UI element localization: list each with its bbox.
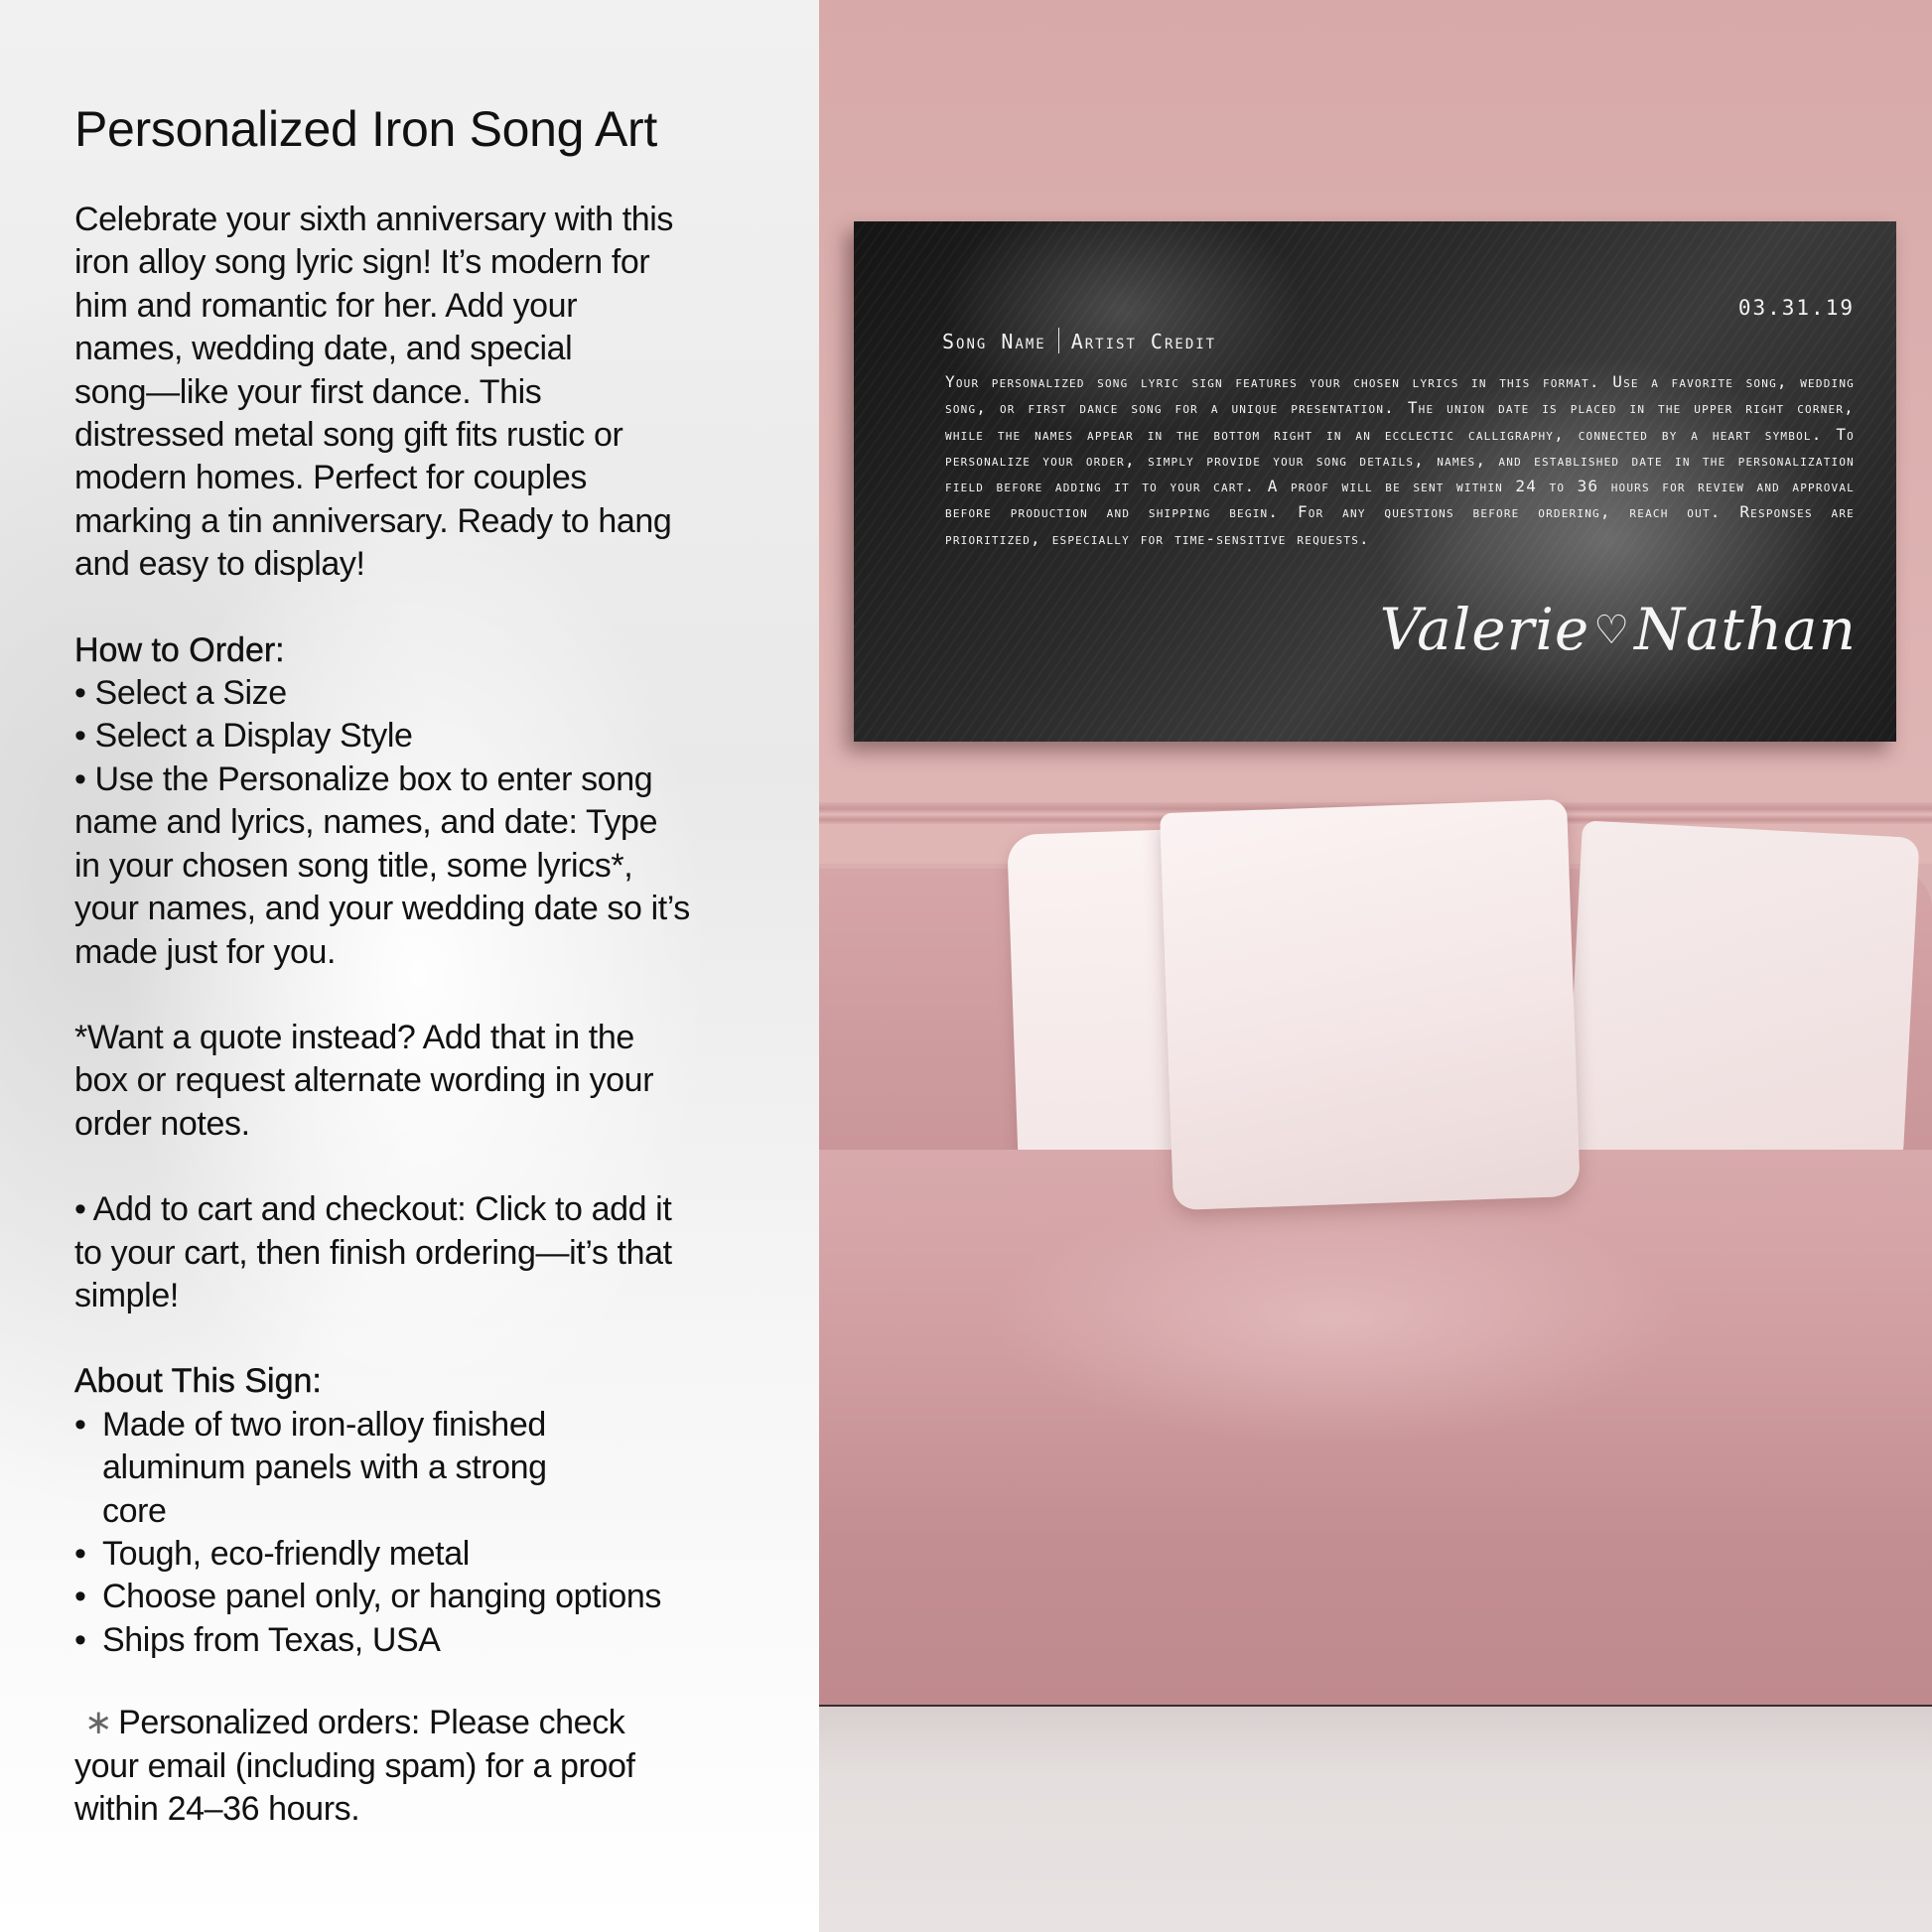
order-step: • Select a Size: [74, 674, 287, 713]
spacer: [74, 974, 789, 1017]
carpet-floor: [819, 1705, 1932, 1932]
product-title: Personalized Iron Song Art: [74, 101, 658, 157]
description-content: [74, 99, 789, 1831]
name-two: Nathan: [1634, 596, 1857, 663]
name-one: Valerie: [1379, 596, 1590, 663]
pillow-front: [1160, 799, 1581, 1210]
about-item: [74, 1576, 789, 1618]
quote-note-line: order notes.: [74, 1104, 250, 1143]
sign-names: [1380, 596, 1857, 663]
intro-line: and easy to display!: [74, 545, 365, 584]
checkout-line: • Add to cart and checkout: Click to add it: [74, 1190, 672, 1229]
order-step: name and lyrics, names, and date: Type: [74, 803, 658, 842]
spacer: [74, 1317, 789, 1360]
divider: [1058, 328, 1059, 353]
intro-line: Celebrate your sixth anniversary with this: [74, 201, 674, 238]
sign-date: 03.31.19: [1737, 296, 1855, 320]
intro-line: distressed metal song gift fits rustic or: [74, 416, 623, 455]
pillow-back-right: [1565, 820, 1919, 1174]
order-step: your names, and your wedding date so it’s: [74, 890, 690, 928]
quote-note-line: box or request alternate wording in your: [74, 1061, 654, 1100]
bullet-icon: •: [74, 1534, 86, 1573]
heart-icon: ♡: [1593, 608, 1631, 653]
bullet-icon: •: [74, 1578, 86, 1616]
intro-paragraph: [74, 199, 789, 587]
intro-line: iron alloy song lyric sign! It’s modern for: [74, 243, 650, 282]
intro-line: marking a tin anniversary. Ready to hang: [74, 501, 672, 540]
how-to-order-heading: How to Order:: [74, 630, 285, 669]
intro-line: song—like your first dance. This: [74, 372, 542, 411]
about-item-text: Ships from Texas, USA: [102, 1620, 441, 1659]
order-step: made just for you.: [74, 932, 337, 971]
order-step: in your chosen song title, some lyrics*,: [74, 846, 633, 885]
order-step: • Use the Personalize box to enter song: [74, 759, 653, 798]
checkout-line: to your cart, then finish ordering—it’s that: [74, 1233, 672, 1272]
spacer: [74, 587, 789, 629]
checkout-line: simple!: [74, 1276, 179, 1314]
proof-note-text: Personalized orders: Please check: [118, 1704, 625, 1742]
spacer: [74, 1662, 789, 1702]
bullet-icon: •: [74, 1620, 86, 1659]
about-item-text: Choose panel only, or hanging options: [102, 1578, 661, 1616]
sofa-seat: [819, 1150, 1932, 1706]
proof-note-line: [74, 1702, 789, 1744]
about-section: [74, 1360, 789, 1662]
asterisk-icon: ∗: [84, 1704, 113, 1742]
room-mockup-scene: [819, 0, 1932, 1932]
intro-line: modern homes. Perfect for couples: [74, 459, 587, 497]
intro-line: names, wedding date, and special: [74, 330, 573, 368]
intro-line: him and romantic for her. Add your: [74, 286, 578, 325]
quote-note: [74, 1017, 789, 1146]
about-item-text: Made of two iron-alloy finished aluminum panels with a strong core: [102, 1405, 547, 1530]
proof-note: [74, 1702, 789, 1831]
about-item: [74, 1533, 789, 1576]
artist-credit: Artist Credit: [1070, 330, 1217, 353]
about-item: [74, 1404, 789, 1533]
product-description-panel: [0, 0, 819, 1932]
about-item-text: Tough, eco-friendly metal: [102, 1534, 470, 1573]
metal-song-sign: [854, 221, 1896, 742]
song-name: Song Name: [942, 330, 1046, 353]
sign-song-header: [942, 328, 1216, 353]
about-item: [74, 1619, 789, 1662]
order-step: • Select a Display Style: [74, 717, 413, 756]
sign-lyrics-body: Your personalized song lyric sign features your chosen lyrics in this format. Use a favorite song, wedding song, or first dance song for a unique presentation. The union date is placed in the upper right corner, while the names appear in the bottom right in an ecclectic calligraphy, connected by a heart symbol. To personalize your order, simply provide your song details, names, and established date in the personalization field before adding it to your cart. A proof will be sent within 24 to 36 hours for review and approval before production and shipping begin. For any questions before ordering, reach out. Responses are prioritized, especially for time-sensitive requests.: [945, 372, 1855, 548]
proof-note-line: within 24–36 hours.: [74, 1790, 360, 1828]
bullet-icon: •: [74, 1405, 86, 1444]
spacer: [74, 1146, 789, 1188]
checkout-note: [74, 1188, 789, 1317]
about-heading: About This Sign:: [74, 1362, 322, 1401]
how-to-order-section: [74, 629, 789, 974]
quote-note-line: *Want a quote instead? Add that in the: [74, 1018, 634, 1056]
proof-note-line: your email (including spam) for a proof: [74, 1746, 635, 1785]
